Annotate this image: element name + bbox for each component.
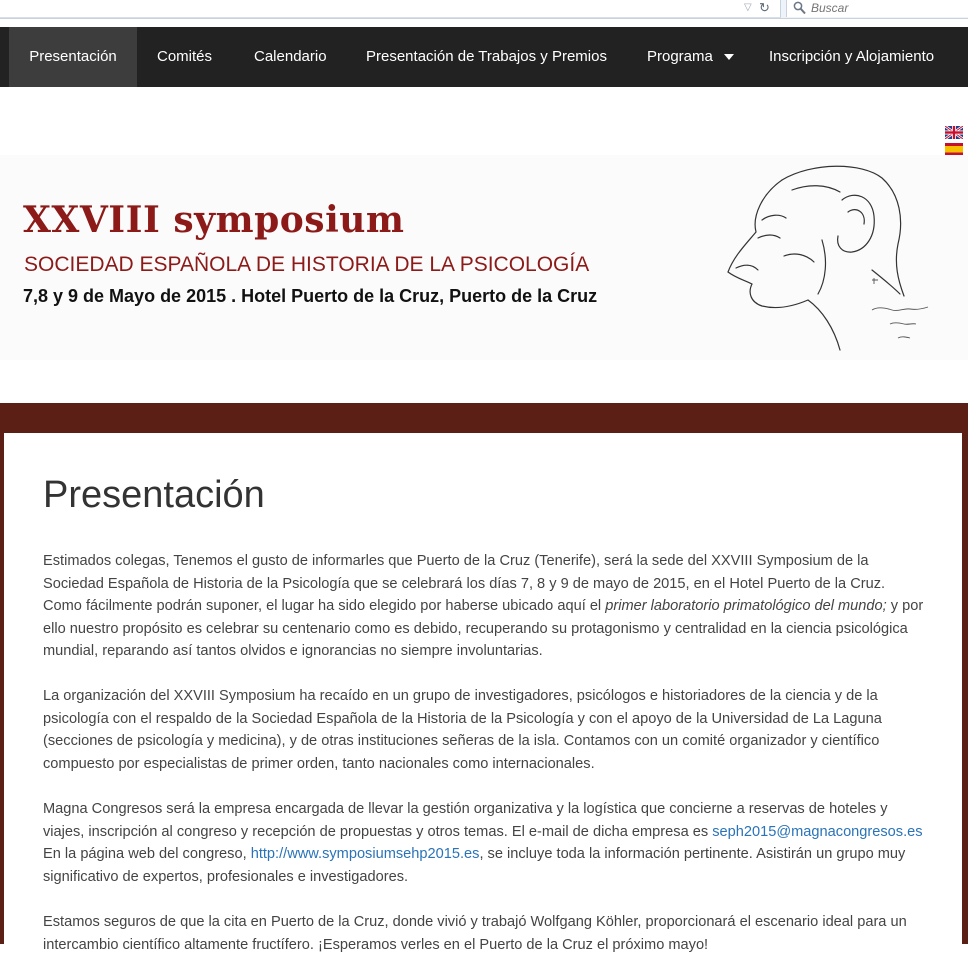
email-link[interactable]: seph2015@magnacongresos.es	[712, 823, 923, 840]
nav-item-trabajos-premios[interactable]: Presentación de Trabajos y Premios	[366, 48, 607, 65]
paragraph-intro-text-a: Estimados colegas, Tenemos el gusto de informarles que Puerto de la Cruz (Tenerife), será la sede del XXVIII Symposium de la Sociedad Española de Historia de la Psicología que se celebrará los días 7, 8 y 9 de mayo de 2015, en el Hotel Puerto de la Cruz. Como fácilmente podrán suponer, el lugar ha sido elegido por haberse ubicado aquí el	[43, 553, 886, 615]
paragraph-magna-text-b: En la página web del congreso,	[43, 846, 251, 863]
chevron-down-icon[interactable]	[724, 54, 734, 60]
paragraph-intro-text-b: y por ello nuestro propósito es celebrar su centenario como es debido, recuperando su protagonismo y centralidad en la ciencia psicológica mundial, reparando así tantos olvidos e ignorancias no siempre involuntarias.	[43, 598, 924, 660]
nav-item-presentacion[interactable]: Presentación	[9, 27, 137, 87]
paragraph-magna-congresos	[43, 798, 925, 888]
nav-item-programa[interactable]: Programa	[647, 48, 713, 65]
primate-sketch-illustration	[722, 160, 942, 356]
nav-item-comites[interactable]: Comités	[157, 48, 213, 65]
page-title: Presentación	[43, 474, 265, 516]
english-flag-icon[interactable]	[945, 126, 963, 139]
paragraph-magna-text-a: Magna Congresos será la empresa encargada de llevar la gestión organizativa y la logística que concierne a reservas de hoteles y viajes, inscripción al congreso y recepción de propuestas y otros temas. El e-mail de dicha empresa es	[43, 801, 888, 840]
address-bar[interactable]	[0, 0, 781, 18]
reload-icon[interactable]: ↻	[759, 0, 770, 15]
nav-item-calendario[interactable]: Calendario	[254, 48, 327, 65]
dropdown-arrow-icon[interactable]: ▽	[744, 2, 752, 13]
website-link[interactable]: http://www.symposiumsehp2015.es	[250, 846, 480, 863]
paragraph-intro	[43, 550, 925, 663]
search-icon	[793, 1, 806, 15]
paragraph-intro-emphasis: primer laboratorio primatológico del mundo;	[605, 598, 887, 615]
banner-subtitle: SOCIEDAD ESPAÑOLA DE HISTORIA DE LA PSICOLOGÍA	[24, 253, 590, 276]
banner-title: XXVIII symposium	[23, 199, 405, 241]
main-navbar	[0, 27, 968, 87]
paragraph-closing: Estamos seguros de que la cita en Puerto de la Cruz, donde vivió y trabajó Wolfgang Köhler, proporcionará el escenario ideal para un intercambio científico altamente fructífero. ¡Esperamos verles en el Puerto de la Cruz el próximo mayo!	[43, 914, 907, 953]
paragraph-magna-text-c: , se incluye toda la información pertinente. Asistirán un grupo muy significativo de expertos, profesionales e investigadores.	[43, 846, 906, 885]
paragraph-organization: La organización del XXVIII Symposium ha recaído en un grupo de investigadores, psicólogos e historiadores de la ciencia y de la psicología con el respaldo de la Sociedad Española de la Historia de la Psicología y con el apoyo de la Universidad de La Laguna (secciones de psicología y medicina), y de otras instituciones señeras de la isla. Contamos con un comité organizador y científico compuesto por especialistas de primer orden, tanto nacionales como internacionales.	[43, 688, 882, 772]
browser-toolbar	[0, 0, 968, 19]
banner-date: 7,8 y 9 de Mayo de 2015 . Hotel Puerto de la Cruz, Puerto de la Cruz	[23, 286, 598, 306]
nav-item-inscripcion[interactable]: Inscripción y Alojamiento	[769, 48, 935, 65]
browser-search-input[interactable]	[811, 0, 961, 16]
browser-search-box[interactable]	[786, 0, 968, 17]
